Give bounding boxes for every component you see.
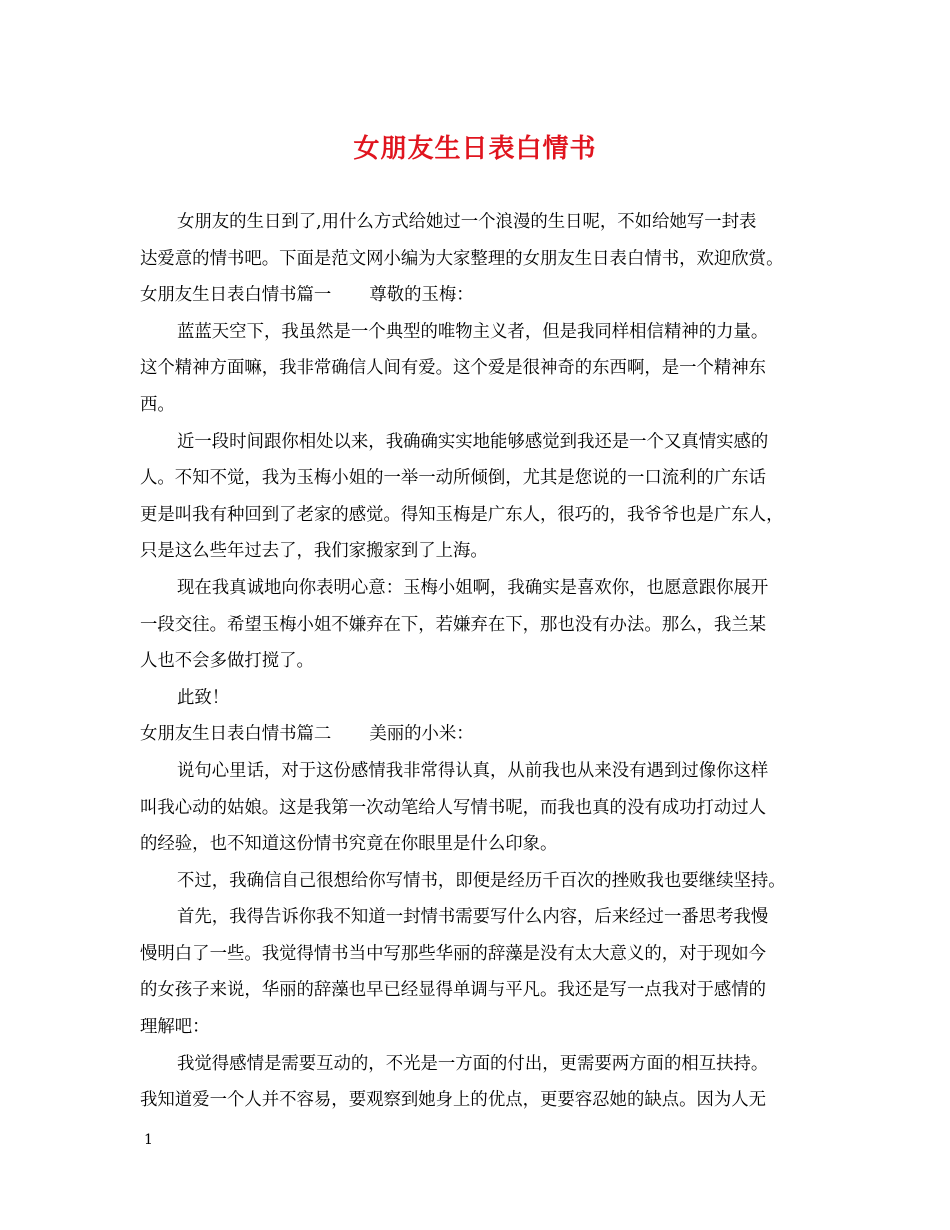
text-line [140, 1082, 830, 1119]
text-line-content: 西。 [140, 394, 175, 415]
text-line [140, 716, 830, 753]
text-line-content: 理解吧： [140, 1017, 210, 1038]
salutation: 尊敬的玉梅： [369, 285, 474, 306]
text-line [140, 424, 830, 461]
text-line [140, 387, 830, 424]
text-line [140, 460, 830, 497]
text-line [140, 497, 830, 534]
text-line [140, 863, 830, 900]
text-line [140, 972, 830, 1009]
text-line-content: 现在我真诚地向你表明心意：玉梅小姐啊，我确实是喜欢你，也愿意跟你展开 [177, 577, 769, 598]
text-line [140, 314, 830, 351]
text-line [140, 241, 830, 278]
text-line-content: 这个精神方面嘛，我非常确信人间有爱。这个爱是很神奇的东西啊，是一个精神东 [140, 358, 767, 379]
text-line [140, 753, 830, 790]
text-line [140, 1009, 830, 1046]
text-line-content: 近一段时间跟你相处以来，我确确实实地能够感觉到我还是一个又真情实感的 [177, 431, 769, 452]
text-line-content: 更是叫我有种回到了老家的感觉。得知玉梅是广东人，很巧的，我爷爷也是广东人， [140, 504, 784, 525]
text-line [140, 570, 830, 607]
text-line-content: 蓝蓝天空下，我虽然是一个典型的唯物主义者，但是我同样相信精神的力量。 [177, 321, 769, 342]
text-line [140, 643, 830, 680]
text-line [140, 680, 830, 717]
text-line-content: 的女孩子来说，华丽的辞藻也早已经显得单调与平凡。我还是写一点我对于感情的 [140, 980, 767, 1001]
text-line-content: 我知道爱一个人并不容易，要观察到她身上的优点，更要容忍她的缺点。因为人无 [140, 1090, 767, 1111]
text-line [140, 936, 830, 973]
text-line [140, 1046, 830, 1083]
text-line-content: 女朋友的生日到了,用什么方式给她过一个浪漫的生日呢，不如给她写一封表 [177, 212, 757, 232]
text-line-content: 的经验，也不知道这份情书究竟在你眼里是什么印象。 [140, 834, 558, 855]
text-line-content: 慢明白了一些。我觉得情书当中写那些华丽的辞藻是没有太大意义的，对于现如今 [140, 943, 767, 964]
text-line-content: 一段交往。希望玉梅小姐不嫌弃在下，若嫌弃在下，那也没有办法。那么，我兰某 [140, 614, 767, 635]
text-line-content: 只是这么些年过去了，我们家搬家到了上海。 [140, 541, 488, 562]
salutation: 美丽的小米： [369, 724, 474, 745]
text-line [140, 277, 830, 314]
text-line-content: 女朋友生日表白情书篇二 [140, 724, 332, 745]
text-line-content: 人也不会多做打搅了。 [140, 651, 314, 672]
text-line-content: 叫我心动的姑娘。这是我第一次动笔给人写情书呢，而我也真的没有成功打动过人 [140, 797, 767, 818]
text-line [140, 899, 830, 936]
page-number: 1 [144, 1132, 153, 1148]
text-line [140, 204, 830, 241]
text-line-content: 人。不知不觉，我为玉梅小姐的一举一动所倾倒，尤其是您说的一口流利的广东话 [140, 468, 767, 489]
text-line [140, 826, 830, 863]
text-line-content: 此致！ [177, 687, 230, 708]
text-line [140, 533, 830, 570]
text-line-content: 首先，我得告诉你我不知道一封情书需要写什么内容，后来经过一番思考我慢 [177, 907, 769, 928]
text-line [140, 607, 830, 644]
text-line [140, 350, 830, 387]
document-title: 女朋友生日表白情书 [353, 134, 597, 164]
document-body [140, 204, 830, 1119]
text-line-content: 我觉得感情是需要互动的，不光是一方面的付出，更需要两方面的相互扶持。 [177, 1053, 769, 1074]
text-line-content: 女朋友生日表白情书篇一 [140, 285, 332, 306]
text-line [140, 790, 830, 827]
text-line-content: 达爱意的情书吧。下面是范文网小编为大家整理的女朋友生日表白情书，欢迎欣赏。 [140, 248, 784, 269]
text-line-content: 说句心里话，对于这份感情我非常得认真，从前我也从来没有遇到过像你这样 [177, 760, 769, 781]
text-line-content: 不过，我确信自己很想给你写情书，即便是经历千百次的挫败我也要继续坚持。 [177, 870, 786, 891]
